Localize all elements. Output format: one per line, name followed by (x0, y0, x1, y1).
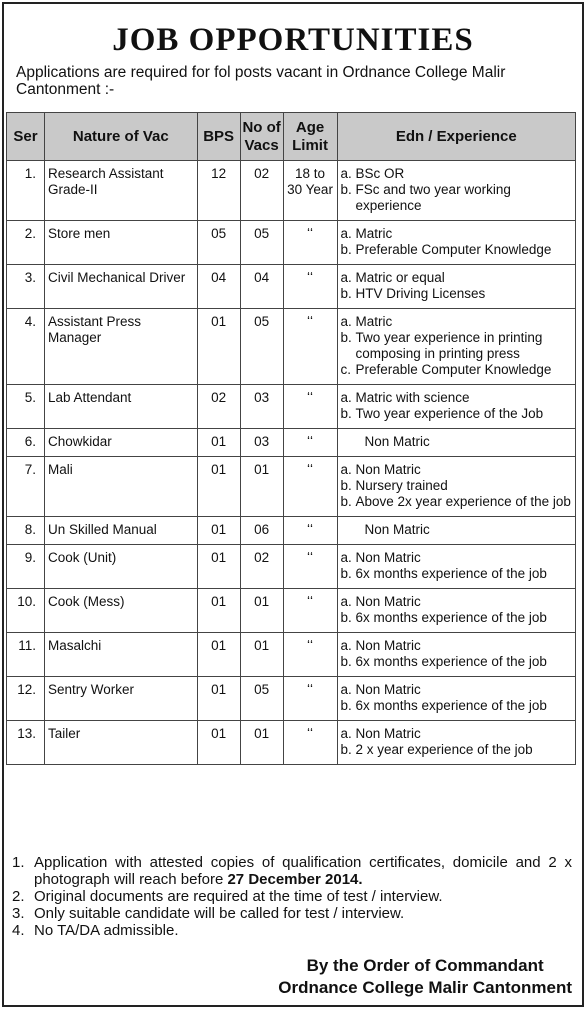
cell-vacs: 01 (240, 457, 283, 517)
edn-item (341, 478, 572, 494)
edn-item-text: Non Matric (364, 522, 430, 537)
note-item (12, 888, 572, 905)
cell-bps: 04 (197, 265, 240, 309)
edn-item-text: Non Matric (355, 594, 421, 609)
cell-vacs: 06 (240, 517, 283, 545)
notes-list (12, 854, 572, 939)
cell-edn (337, 161, 575, 221)
cell-bps: 01 (197, 633, 240, 677)
cell-ser: 8. (7, 517, 45, 545)
note-number: 4. (12, 922, 25, 939)
edn-item-text: Two year experience of the Job (355, 406, 544, 421)
edn-item-text: 6x months experience of the job (355, 698, 547, 713)
cell-vacs: 01 (240, 721, 283, 765)
cell-age: ʻʻ (283, 429, 337, 457)
edn-item-text: Non Matric (355, 638, 421, 653)
edn-item-text: Non Matric (364, 434, 430, 449)
note-text (34, 905, 572, 922)
note-text-main: No TA/DA admissible. (34, 922, 179, 939)
cell-bps: 01 (197, 309, 240, 385)
edn-item-text: Preferable Computer Knowledge (355, 242, 552, 257)
edn-item (341, 610, 572, 626)
edn-item (341, 406, 572, 422)
edn-item-key: a. (340, 594, 352, 609)
edn-item-key: b. (340, 330, 352, 345)
table-row (7, 429, 576, 457)
header-bps: BPS (197, 113, 240, 161)
cell-vacs: 05 (240, 221, 283, 265)
cell-nature: Tailer (44, 721, 197, 765)
cell-age: ʻʻ (283, 221, 337, 265)
cell-ser: 5. (7, 385, 45, 429)
cell-ser: 9. (7, 545, 45, 589)
cell-edn (337, 457, 575, 517)
note-item (12, 905, 572, 922)
edn-item-text: 6x months experience of the job (355, 654, 547, 669)
signature-line-1: By the Order of Commandant (306, 956, 544, 975)
edn-item-text: Nursery trained (355, 478, 448, 493)
edn-item (341, 742, 572, 758)
cell-age: 18 to 30 Year (283, 161, 337, 221)
edn-item (341, 286, 572, 302)
note-item (12, 854, 572, 888)
edn-item (341, 166, 572, 182)
header-age: Age Limit (283, 113, 337, 161)
edn-item-text: HTV Driving Licenses (355, 286, 486, 301)
table-row (7, 589, 576, 633)
cell-nature: Lab Attendant (44, 385, 197, 429)
edn-item-key: a. (340, 226, 352, 241)
note-number: 3. (12, 905, 25, 922)
edn-item-key: a. (340, 390, 352, 405)
edn-item-key (341, 522, 365, 538)
edn-item-text: Non Matric (355, 682, 421, 697)
edn-item-key: a. (340, 726, 352, 741)
edn-item-key: b. (340, 494, 352, 509)
cell-nature: Chowkidar (44, 429, 197, 457)
cell-edn (337, 309, 575, 385)
cell-edn (337, 385, 575, 429)
table-row (7, 545, 576, 589)
edn-item (341, 654, 572, 670)
edn-item (341, 226, 572, 242)
intro-text: Applications are required for fol posts vacant in Ordnance College Malir Cantonment :- (16, 64, 506, 98)
edn-item-key: b. (340, 242, 352, 257)
cell-bps: 12 (197, 161, 240, 221)
table-row (7, 457, 576, 517)
edn-item (341, 242, 572, 258)
table-row (7, 265, 576, 309)
edn-item-text: Matric (355, 226, 393, 241)
cell-age: ʻʻ (283, 677, 337, 721)
edn-item (341, 330, 572, 362)
cell-edn (337, 721, 575, 765)
note-number: 1. (12, 854, 25, 871)
cell-age: ʻʻ (283, 589, 337, 633)
edn-item-key: a. (340, 166, 352, 181)
cell-nature: Sentry Worker (44, 677, 197, 721)
edn-item (341, 726, 572, 742)
cell-nature: Mali (44, 457, 197, 517)
cell-nature: Masalchi (44, 633, 197, 677)
edn-item (341, 682, 572, 698)
edn-item (341, 566, 572, 582)
cell-age: ʻʻ (283, 457, 337, 517)
edn-item-key: b. (340, 566, 352, 581)
edn-item-key: a. (340, 462, 352, 477)
edn-item-key: a. (340, 550, 352, 565)
cell-vacs: 03 (240, 429, 283, 457)
cell-bps: 01 (197, 457, 240, 517)
edn-item (341, 638, 572, 654)
cell-ser: 1. (7, 161, 45, 221)
cell-bps: 01 (197, 545, 240, 589)
cell-vacs: 05 (240, 309, 283, 385)
edn-item (341, 698, 572, 714)
cell-edn (337, 677, 575, 721)
cell-age: ʻʻ (283, 633, 337, 677)
note-text-main: Original documents are required at the time of test / interview. (34, 888, 443, 905)
edn-item-text: Above 2x year experience of the job (355, 494, 571, 509)
edn-item-key: a. (340, 270, 352, 285)
vacancy-table (6, 112, 576, 765)
cell-nature: Cook (Mess) (44, 589, 197, 633)
cell-vacs: 01 (240, 633, 283, 677)
cell-nature: Civil Mechanical Driver (44, 265, 197, 309)
page-title: JOB OPPORTUNITIES (112, 22, 474, 58)
table-row (7, 517, 576, 545)
edn-item-text: Non Matric (355, 550, 421, 565)
cell-nature: Cook (Unit) (44, 545, 197, 589)
cell-ser: 11. (7, 633, 45, 677)
edn-item-text: 6x months experience of the job (355, 566, 547, 581)
table-header-row (7, 113, 576, 161)
edn-item-text: Two year experience in printing composing in printing press (355, 330, 543, 361)
edn-item (341, 314, 572, 330)
signature-block (278, 955, 572, 999)
table-row (7, 721, 576, 765)
cell-age: ʻʻ (283, 517, 337, 545)
signature-line-2: Ordnance College Malir Cantonment (278, 978, 572, 997)
cell-vacs: 02 (240, 545, 283, 589)
note-number: 2. (12, 888, 25, 905)
cell-ser: 3. (7, 265, 45, 309)
note-item (12, 922, 572, 939)
cell-vacs: 02 (240, 161, 283, 221)
cell-bps: 01 (197, 429, 240, 457)
cell-bps: 01 (197, 517, 240, 545)
cell-ser: 4. (7, 309, 45, 385)
note-text (34, 854, 572, 888)
edn-item-text: Non Matric (355, 462, 421, 477)
cell-ser: 13. (7, 721, 45, 765)
cell-edn (337, 633, 575, 677)
table-row (7, 633, 576, 677)
cell-vacs: 03 (240, 385, 283, 429)
cell-bps: 05 (197, 221, 240, 265)
table-row (7, 385, 576, 429)
header-nature: Nature of Vac (44, 113, 197, 161)
cell-bps: 01 (197, 677, 240, 721)
edn-item (341, 462, 572, 478)
edn-item (341, 182, 572, 214)
edn-item-key: b. (340, 478, 352, 493)
edn-item-key: b. (340, 742, 352, 757)
edn-item-key (341, 434, 365, 450)
cell-nature: Un Skilled Manual (44, 517, 197, 545)
cell-vacs: 01 (240, 589, 283, 633)
cell-age: ʻʻ (283, 545, 337, 589)
cell-edn (337, 429, 575, 457)
cell-age: ʻʻ (283, 265, 337, 309)
cell-age: ʻʻ (283, 721, 337, 765)
edn-item-key: b. (340, 610, 352, 625)
header-ser: Ser (7, 113, 45, 161)
edn-item-key: c. (340, 362, 352, 377)
note-text-main: Only suitable candidate will be called for test / interview. (34, 905, 405, 922)
table-row (7, 309, 576, 385)
cell-nature: Assistant Press Manager (44, 309, 197, 385)
edn-item (341, 522, 572, 538)
table-row (7, 677, 576, 721)
edn-item (341, 434, 572, 450)
edn-item (341, 550, 572, 566)
note-text (34, 888, 572, 905)
table-row (7, 161, 576, 221)
edn-item-text: Matric with science (355, 390, 470, 405)
cell-bps: 01 (197, 721, 240, 765)
edn-item (341, 494, 572, 510)
edn-item-text: Non Matric (355, 726, 421, 741)
edn-item-key: b. (340, 654, 352, 669)
cell-edn (337, 545, 575, 589)
edn-item-key: b. (340, 182, 352, 197)
cell-age: ʻʻ (283, 385, 337, 429)
header-vacs: No of Vacs (240, 113, 283, 161)
cell-nature: Research Assistant Grade-II (44, 161, 197, 221)
edn-item-text: Matric or equal (355, 270, 445, 285)
edn-item-key: a. (340, 682, 352, 697)
cell-edn (337, 517, 575, 545)
table-row (7, 221, 576, 265)
cell-edn (337, 589, 575, 633)
cell-bps: 02 (197, 385, 240, 429)
cell-ser: 2. (7, 221, 45, 265)
cell-ser: 10. (7, 589, 45, 633)
note-text-main: Application with attested copies of qualification certificates, domicile and 2 x photograph will reach before (34, 854, 572, 888)
cell-ser: 7. (7, 457, 45, 517)
edn-item (341, 362, 572, 378)
cell-edn (337, 221, 575, 265)
cell-nature: Store men (44, 221, 197, 265)
cell-vacs: 04 (240, 265, 283, 309)
cell-ser: 12. (7, 677, 45, 721)
edn-item (341, 594, 572, 610)
edn-item-text: BSc OR (355, 166, 405, 181)
edn-item-text: Preferable Computer Knowledge (355, 362, 552, 377)
cell-age: ʻʻ (283, 309, 337, 385)
edn-item-text: Matric (355, 314, 393, 329)
note-text (34, 922, 572, 939)
edn-item-text: 2 x year experience of the job (355, 742, 533, 757)
edn-item (341, 270, 572, 286)
edn-item-text: FSc and two year working experience (355, 182, 511, 213)
cell-edn (337, 265, 575, 309)
edn-item-text: 6x months experience of the job (355, 610, 547, 625)
note-text-bold: 27 December 2014. (227, 871, 363, 888)
cell-ser: 6. (7, 429, 45, 457)
header-edn: Edn / Experience (337, 113, 575, 161)
cell-bps: 01 (197, 589, 240, 633)
edn-item-key: b. (340, 406, 352, 421)
edn-item-key: b. (340, 286, 352, 301)
cell-vacs: 05 (240, 677, 283, 721)
edn-item-key: a. (340, 314, 352, 329)
edn-item (341, 390, 572, 406)
edn-item-key: a. (340, 638, 352, 653)
edn-item-key: b. (340, 698, 352, 713)
